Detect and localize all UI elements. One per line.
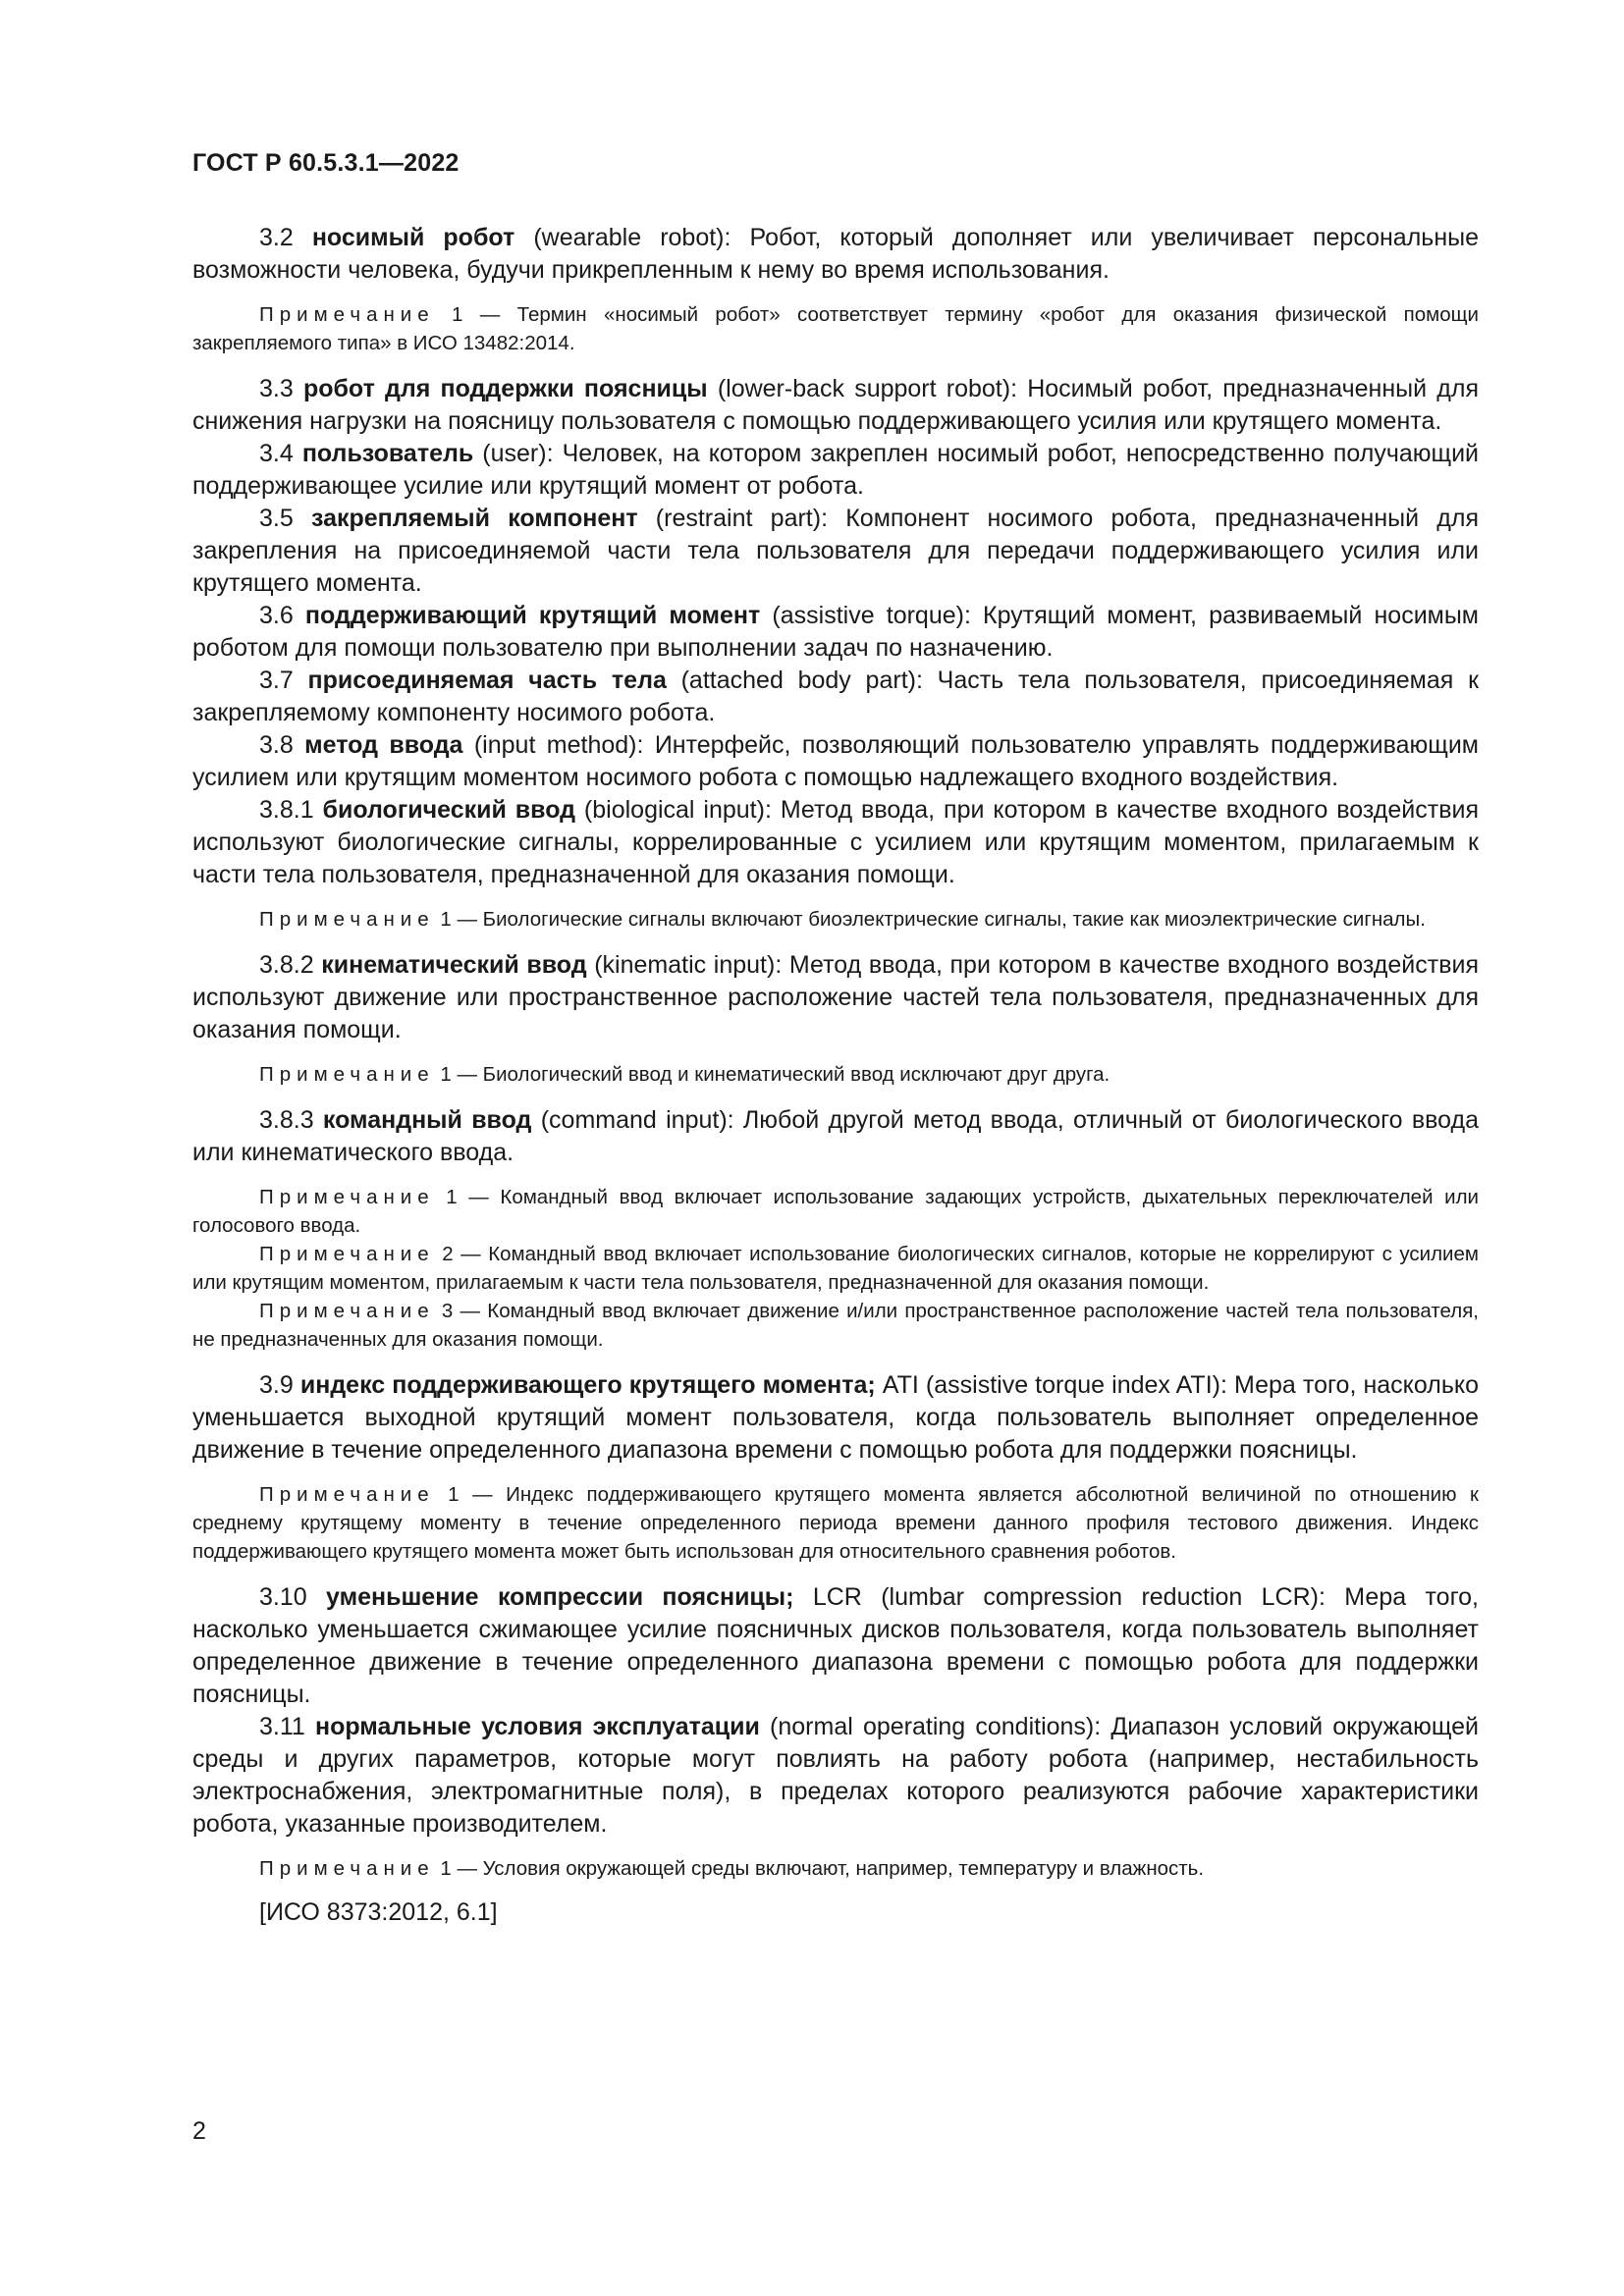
term-title: индекс поддерживающего крутящего момента; — [299, 1371, 876, 1399]
term-3-3: 3.3 робот для поддержки поясницы (lower-back support robot): Носимый робот, предназначенный для снижения нагрузки на поясницу пользователя с помощью поддерживающего усилия или крутящего момента. — [192, 375, 1479, 435]
term-3-8: 3.8 метод ввода (input method): Интерфейс, позволяющий пользователю управлять поддерживающим усилием или крутящим моментом носимого робота с помощью надлежащего входного воздействия. — [192, 731, 1479, 791]
term-title: поддерживающий крутящий момент — [304, 602, 761, 629]
term-title: присоединяемая часть тела — [307, 667, 667, 694]
note-3-8-2-1: Примечание 1 — Биологический ввод и кинематический ввод исключают друг друга. — [259, 1063, 1110, 1086]
term-title: робот для поддержки поясницы — [302, 375, 708, 402]
reference-iso-8373: [ИСО 8373:2012, 6.1] — [259, 1898, 498, 1926]
term-title: носимый робот — [311, 224, 515, 251]
document-body — [192, 222, 1479, 1929]
term-3-7: 3.7 присоединяемая часть тела (attached body part): Часть тела пользователя, присоединяемая к закрепляемому компоненту носимого робота. — [192, 667, 1480, 726]
term-3-8-2: 3.8.2 кинематический ввод (kinematic input): Метод ввода, при котором в качестве входного воздействия используют движение или пространственное расположение частей тела пользователя, предназначенных для оказания помощи. — [192, 951, 1479, 1043]
term-title: пользователь — [301, 440, 474, 467]
term-3-5: 3.5 закрепляемый компонент (restraint part): Компонент носимого робота, предназначенный для закрепления на присоединяемой части тела пользователя для передачи поддерживающего усилия или крутящего момента. — [192, 505, 1480, 597]
term-3-4: 3.4 пользователь (user): Человек, на котором закреплен носимый робот, непосредственно получающий поддерживающее усилие или крутящий момент от робота. — [192, 440, 1479, 500]
term-3-8-1: 3.8.1 биологический ввод (biological input): Метод ввода, при котором в качестве входного воздействия используют биологические сигналы, коррелированные с усилием или крутящим моментом, прилагаемым к части тела пользователя, предназначенной для оказания помощи. — [192, 796, 1480, 888]
term-title: нормальные условия эксплуатации — [314, 1713, 760, 1740]
term-3-9: 3.9 индекс поддерживающего крутящего момента; ATI (assistive torque index ATI): Мера того, насколько уменьшается выходной крутящий момент пользователя, когда пользователь выполняет определенное движение в течение определенного диапазона времени с помощью робота для поддержки поясницы. — [192, 1371, 1479, 1464]
note-3-8-3-1: Примечание 1 — Командный ввод включает использование задающих устройств, дыхательных переключателей или голосового ввода. — [192, 1186, 1479, 1237]
page-number: 2 — [192, 2117, 206, 2145]
term-title: биологический ввод — [322, 796, 575, 824]
term-3-10: 3.10 уменьшение компрессии поясницы; LCR (lumbar compression reduction LCR): Мера того, насколько уменьшается сжимающее усилие поясничных дисков пользователя, когда пользователь выполняет определенное движение в течение определенного диапазона времени с помощью робота для поддержки поясницы. — [192, 1583, 1479, 1708]
term-3-6: 3.6 поддерживающий крутящий момент (assistive torque): Крутящий момент, развиваемый носимым роботом для помощи пользователю при выполнении задач по назначению. — [192, 602, 1479, 662]
note-3-8-3-3: Примечание 3 — Командный ввод включает движение и/или пространственное расположение частей тела пользователя, не предназначенных для оказания помощи. — [192, 1300, 1479, 1351]
note-3-2-1: Примечание 1 — Термин «носимый робот» соответствует термину «робот для оказания физической помощи закрепляемого типа» в ИСО 13482:2014. — [192, 303, 1479, 354]
note-3-8-1-1: Примечание 1 — Биологические сигналы включают биоэлектрические сигналы, такие как миоэлектрические сигналы. — [259, 908, 1426, 931]
term-3-11: 3.11 нормальные условия эксплуатации (normal operating conditions): Диапазон условий окружающей среды и других параметров, которые могут повлиять на работу робота (например, нестабильность электроснабжения, электромагнитные поля), в пределах которого реализуются рабочие характеристики робота, указанные производителем. — [192, 1713, 1480, 1838]
note-3-11-1: Примечание 1 — Условия окружающей среды включают, например, температуру и влажность. — [259, 1857, 1205, 1880]
term-title: метод ввода — [304, 731, 463, 759]
note-3-9-1: Примечание 1 — Индекс поддерживающего крутящего момента является абсолютной величиной по отношению к среднему крутящему моменту в течение определенного периода времени данного профиля тестового движения. Индекс поддерживающего крутящего момента может быть использован для относительного сравнения роботов. — [192, 1483, 1479, 1563]
term-3-2: 3.2 носимый робот (wearable robot): Робот, который дополняет или увеличивает персональные возможности человека, будучи прикрепленным к нему во время использования. — [192, 224, 1479, 284]
term-3-8-3: 3.8.3 командный ввод (command input): Любой другой метод ввода, отличный от биологического ввода или кинематического ввода. — [192, 1106, 1479, 1166]
term-title: уменьшение компрессии поясницы; — [326, 1583, 794, 1611]
document-code-header: ГОСТ Р 60.5.3.1—2022 — [192, 149, 460, 177]
term-title: закрепляемый компонент — [310, 505, 638, 532]
term-title: кинематический ввод — [321, 951, 587, 979]
note-3-8-3-2: Примечание 2 — Командный ввод включает использование биологических сигналов, которые не коррелируют с усилием или крутящим моментом, прилагаемым к части тела пользователя, предназначенной для оказания помощи. — [192, 1243, 1479, 1294]
term-title: командный ввод — [322, 1106, 532, 1134]
